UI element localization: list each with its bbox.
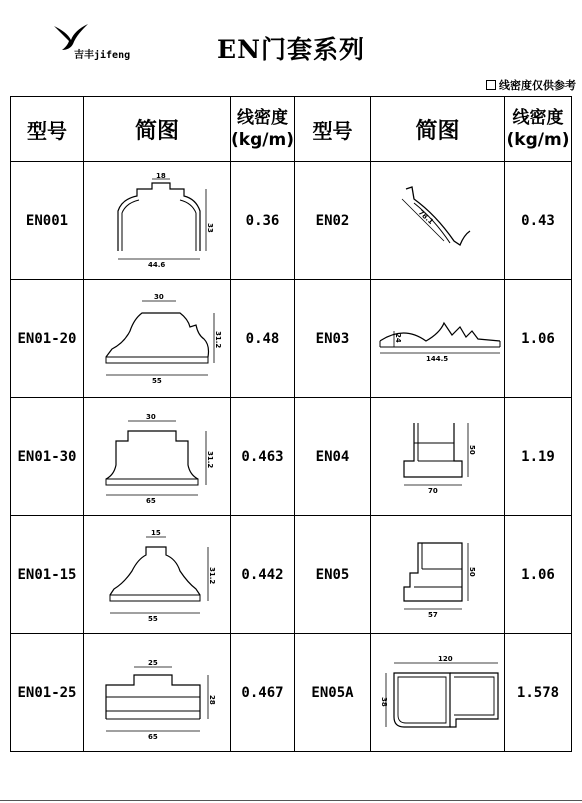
profile-drawing-en01-20 <box>92 289 222 389</box>
density-cell: 1.19 <box>505 398 572 516</box>
dim-label: 30 <box>154 292 164 301</box>
model-cell: EN01-15 <box>11 516 84 634</box>
dim-label: 38 <box>379 696 388 707</box>
profile-drawing-en04 <box>374 407 502 507</box>
profile-drawing-en02 <box>374 171 502 271</box>
header-figure: 简图 <box>371 97 505 162</box>
profile-figure <box>84 516 231 634</box>
header-density-unit: (kg/m) <box>506 130 570 150</box>
model-cell: EN05 <box>295 516 371 634</box>
model-cell: EN04 <box>295 398 371 516</box>
header-density <box>505 97 572 162</box>
dim-label: 65 <box>148 732 158 741</box>
density-cell: 0.463 <box>231 398 295 516</box>
profile-drawing-en001 <box>92 171 222 271</box>
model-cell: EN001 <box>11 162 84 280</box>
dim-label: 55 <box>152 376 162 385</box>
profile-figure <box>371 162 505 280</box>
profile-figure <box>371 280 505 398</box>
table-row <box>295 516 572 634</box>
table-row <box>295 398 572 516</box>
model-cell: EN01-30 <box>11 398 84 516</box>
table-row <box>11 398 295 516</box>
dim-label: 30 <box>146 412 156 421</box>
density-cell: 0.36 <box>231 162 295 280</box>
right-table <box>294 96 572 752</box>
dim-label: 18 <box>156 171 166 180</box>
header-density-unit: (kg/m) <box>231 130 294 150</box>
header-density-label: 线密度 <box>512 108 564 128</box>
density-cell: 0.43 <box>505 162 572 280</box>
profile-figure <box>371 398 505 516</box>
header-model: 型号 <box>295 97 371 162</box>
dim-label: 28 <box>208 694 216 705</box>
note-checkbox-icon <box>486 80 496 90</box>
model-cell: EN05A <box>295 634 371 752</box>
dim-label: 144.5 <box>425 354 448 363</box>
brand-text: 吉丰jifeng <box>74 50 131 61</box>
note-text: 线密度仅供参考 <box>499 79 576 92</box>
page-title: EN门套系列 <box>217 35 365 64</box>
header-density-label: 线密度 <box>237 108 288 128</box>
density-cell: 0.48 <box>231 280 295 398</box>
table-row <box>295 280 572 398</box>
density-cell: 1.06 <box>505 516 572 634</box>
profile-figure <box>84 634 231 752</box>
table-row <box>295 634 572 752</box>
header-figure: 简图 <box>84 97 231 162</box>
right-header-row <box>295 97 572 162</box>
dim-label: 50 <box>467 444 476 455</box>
dim-label: 15 <box>151 528 161 537</box>
dim-label: 65 <box>146 496 156 505</box>
dim-label: 57 <box>427 610 438 619</box>
dim-label: 120 <box>437 654 453 663</box>
profile-drawing-en01-15 <box>92 525 222 625</box>
dim-label: 25 <box>148 658 158 667</box>
profile-figure <box>371 634 505 752</box>
dim-label: 31.2 <box>206 450 214 468</box>
dim-label: 55 <box>148 614 158 623</box>
table-row <box>11 162 295 280</box>
dim-label: 50 <box>467 566 476 577</box>
model-cell: EN01-20 <box>11 280 84 398</box>
profile-drawing-en03 <box>374 289 502 389</box>
density-cell: 1.578 <box>505 634 572 752</box>
profile-drawing-en01-30 <box>92 407 222 507</box>
profile-figure <box>84 398 231 516</box>
profile-figure <box>371 516 505 634</box>
model-cell: EN01-25 <box>11 634 84 752</box>
profile-figure <box>84 162 231 280</box>
model-cell: EN02 <box>295 162 371 280</box>
density-cell: 0.442 <box>231 516 295 634</box>
density-cell: 0.467 <box>231 634 295 752</box>
left-table <box>10 96 295 752</box>
dim-label: 70 <box>427 486 438 495</box>
density-cell: 1.06 <box>505 280 572 398</box>
dim-label: 24 <box>393 332 402 343</box>
dim-label: 31.2 <box>214 330 222 348</box>
dim-label: 78.1 <box>416 208 435 226</box>
profile-figure <box>84 280 231 398</box>
header-density <box>231 97 295 162</box>
page-bottom-rule <box>0 800 582 801</box>
profile-drawing-en01-25 <box>92 643 222 743</box>
profile-drawing-en05a <box>374 643 502 743</box>
table-row <box>11 634 295 752</box>
dim-label: 31.2 <box>208 566 216 584</box>
dim-label: 33 <box>206 222 214 233</box>
left-header-row <box>11 97 295 162</box>
table-row <box>11 516 295 634</box>
table-row <box>11 280 295 398</box>
header-model: 型号 <box>11 97 84 162</box>
table-row <box>295 162 572 280</box>
profile-drawing-en05 <box>374 525 502 625</box>
model-cell: EN03 <box>295 280 371 398</box>
reference-note <box>486 77 576 93</box>
dim-label: 44.6 <box>148 260 166 269</box>
